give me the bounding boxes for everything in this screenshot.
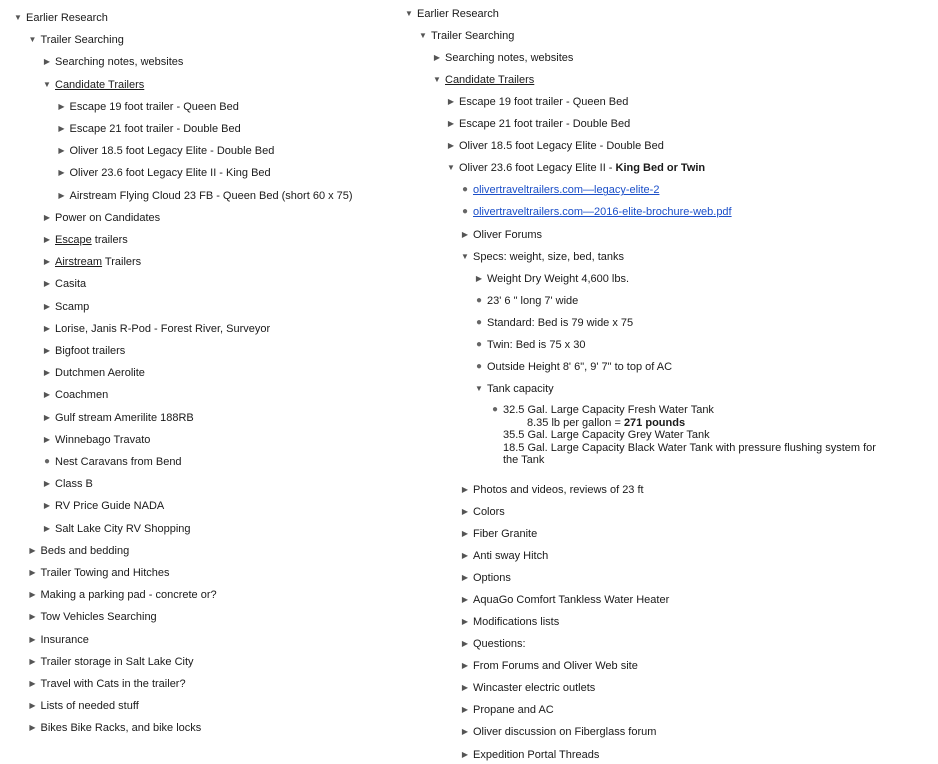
outline-item-label (473, 528, 537, 540)
disclosure-collapsed-icon[interactable]: ▶ (461, 661, 469, 671)
outline-item[interactable] (41, 231, 128, 249)
outline-item-text: Salt Lake City RV Shopping (55, 522, 191, 535)
outline-item-text: Casita (55, 278, 87, 291)
disclosure-collapsed-icon[interactable]: ▶ (29, 723, 36, 733)
outline-item-text: Winnebago Travato (55, 433, 151, 446)
outline-item[interactable] (459, 481, 644, 499)
outline-item[interactable] (41, 453, 182, 471)
outline-item[interactable] (459, 657, 638, 675)
outline-item-text: Gulf stream Amerilite 188RB (55, 411, 194, 424)
disclosure-collapsed-icon[interactable]: ▶ (43, 368, 51, 378)
outline-item[interactable] (473, 270, 629, 288)
outline-item-text: AquaGo Comfort Tankless Water Heater (473, 594, 670, 607)
outline-item-text: RV Price Guide NADA (55, 500, 165, 513)
outline-item-text: olivertraveltrailers.com—2016-elite-brochure-web.pdf (473, 206, 732, 219)
outline-item-text: Standard: Bed is 79 wide x 75 (487, 316, 634, 329)
outline-item[interactable] (56, 164, 271, 182)
disclosure-collapsed-icon[interactable]: ▶ (29, 568, 36, 577)
outline-item-text: Escape (55, 234, 92, 246)
disclosure-expanded-icon[interactable]: ▼ (461, 251, 469, 261)
outline-item-text: Making a parking pad - concrete or? (40, 589, 217, 602)
outline-item-label (55, 323, 270, 335)
outline-item[interactable] (56, 187, 353, 205)
disclosure-collapsed-icon[interactable]: ▶ (461, 229, 469, 239)
outline-item-text: Lorise, Janis R-Pod - Forest River, Surveyor (55, 322, 271, 335)
outline-item-text: Bigfoot trailers (55, 345, 126, 357)
outline-item-text: Escape 19 foot trailer - Queen Bed (69, 100, 239, 113)
outline-item-text: Airstream (55, 256, 103, 269)
outline-item[interactable] (41, 298, 89, 316)
outline-item-text: Bikes Bike Racks, and bike locks (40, 722, 202, 735)
outline-item-label (55, 367, 145, 379)
outline-item[interactable] (459, 591, 669, 609)
outline-item-text: Class B (55, 478, 93, 491)
disclosure-collapsed-icon[interactable]: ▶ (461, 551, 469, 561)
outline-item-label (70, 145, 275, 157)
outline-item-label (473, 638, 526, 650)
outline-item[interactable] (431, 49, 573, 67)
tank-line-weight (503, 417, 876, 430)
outline-item[interactable] (41, 520, 191, 538)
disclosure-expanded-icon[interactable]: ▼ (433, 75, 441, 85)
outline-item-text: Propane and AC (473, 704, 554, 717)
disclosure-expanded-icon[interactable]: ▼ (447, 163, 455, 173)
outline-item-label (473, 726, 656, 738)
outline-item-label (473, 704, 554, 716)
outline-item-text: Fiber Granite (473, 528, 538, 540)
outline-item[interactable] (41, 320, 270, 338)
outline-item[interactable] (41, 475, 93, 493)
bullet-icon: ● (461, 184, 469, 196)
outline-item-text: Nest Caravans from Bend (55, 456, 182, 468)
outline-item[interactable] (41, 76, 144, 94)
tank-weight-bold: 271 pounds (623, 416, 686, 429)
disclosure-collapsed-icon[interactable]: ▶ (447, 97, 455, 107)
outline-item[interactable] (27, 697, 139, 715)
outline-item[interactable] (459, 635, 526, 653)
outline-item-label (55, 301, 89, 313)
outline-item-text: Searching notes, websites (445, 52, 574, 65)
outline-item-text: Weight Dry Weight 4,600 lbs. (487, 272, 630, 285)
disclosure-collapsed-icon[interactable]: ▶ (29, 590, 36, 600)
disclosure-expanded-icon[interactable]: ▼ (405, 9, 413, 18)
outline-item-label (487, 317, 633, 329)
disclosure-expanded-icon[interactable]: ▼ (419, 31, 427, 41)
outline-item-text: Earlier Research (417, 8, 499, 20)
outline-item-text: Expedition Portal Threads (473, 748, 600, 761)
disclosure-collapsed-icon[interactable]: ▶ (43, 57, 51, 67)
outline-item[interactable] (27, 631, 89, 649)
outline-item[interactable] (473, 292, 578, 310)
outline-item-text: Modifications lists (473, 616, 560, 629)
disclosure-collapsed-icon[interactable]: ▶ (461, 484, 469, 494)
outline-item-label (487, 383, 554, 395)
outline-item[interactable] (445, 93, 628, 111)
outline-item-text: Options (473, 572, 511, 585)
bullet-icon: ● (461, 206, 469, 218)
outline-item-text: Questions: (473, 638, 526, 651)
outline-item[interactable] (445, 137, 664, 155)
outline-item-text: olivertraveltrailers.com—legacy-elite-2 (473, 184, 660, 197)
outline-item-text: Anti sway Hitch (473, 550, 549, 563)
disclosure-collapsed-icon[interactable]: ▶ (447, 119, 455, 129)
disclosure-collapsed-icon[interactable]: ▶ (58, 146, 65, 156)
outline-item-text: Candidate Trailers (55, 78, 145, 91)
outline-item[interactable] (27, 31, 124, 49)
outline-item-suffix: trailers (91, 234, 128, 246)
outline-item-text: Oliver discussion on Fiberglass forum (473, 726, 657, 739)
disclosure-collapsed-icon[interactable]: ▶ (461, 749, 469, 759)
outline-item[interactable] (459, 181, 659, 199)
outline-item-text: Trailer storage in Salt Lake City (40, 655, 194, 668)
outline-item[interactable] (41, 386, 108, 404)
outline-item[interactable] (473, 380, 554, 398)
outline-item-text: Oliver Forums (473, 228, 543, 241)
outline-item-label (473, 682, 595, 694)
disclosure-collapsed-icon[interactable]: ▶ (58, 101, 65, 111)
disclosure-collapsed-icon[interactable]: ▶ (43, 523, 51, 533)
outline-item[interactable] (431, 71, 534, 89)
outline-item-label (55, 345, 125, 357)
outline-item-suffix: Trailers (102, 256, 142, 269)
outline-item[interactable] (445, 115, 630, 133)
outline-item[interactable] (41, 342, 125, 360)
outline-item-text: Insurance (40, 633, 89, 646)
outline-item-label (445, 74, 534, 86)
outline-item[interactable] (459, 503, 505, 521)
outline-item[interactable] (41, 209, 160, 227)
disclosure-collapsed-icon[interactable]: ▶ (43, 412, 51, 422)
outline-item-label (55, 456, 182, 468)
outline-item-text: Twin: Bed is 75 x 30 (487, 338, 586, 351)
disclosure-collapsed-icon[interactable]: ▶ (58, 168, 65, 178)
disclosure-expanded-icon[interactable]: ▼ (43, 79, 51, 89)
outline-item[interactable] (459, 701, 554, 719)
disclosure-collapsed-icon[interactable]: ▶ (58, 124, 65, 133)
outline-item-text: 23' 6 " long 7' wide (487, 294, 579, 307)
outline-item[interactable] (459, 226, 542, 244)
outline-item-label (459, 118, 630, 130)
outline-item-label (41, 589, 217, 601)
outline-item[interactable] (41, 431, 150, 449)
outline-item-label (459, 162, 705, 174)
disclosure-collapsed-icon[interactable]: ▶ (461, 617, 469, 627)
outline-item-label (55, 523, 191, 535)
disclosure-collapsed-icon[interactable]: ▶ (29, 634, 36, 644)
disclosure-collapsed-icon[interactable]: ▶ (461, 506, 469, 516)
disclosure-collapsed-icon[interactable]: ▶ (29, 701, 36, 711)
outline-item-text: Specs: weight, size, bed, tanks (473, 250, 625, 263)
outline-item-text: Trailer Searching (40, 34, 124, 47)
tank-line-grey: 35.5 Gal. Large Capacity Grey Water Tank (503, 429, 710, 441)
bullet-icon: ● (475, 294, 483, 306)
outline-item-text: Tank capacity (487, 382, 554, 395)
tank-line-black-cont: the Tank (503, 454, 545, 466)
outline-item[interactable] (41, 497, 164, 515)
outline-item[interactable] (473, 358, 672, 376)
outline-item-label (473, 229, 542, 241)
outline-item[interactable] (417, 27, 514, 45)
outline-item-text: Lists of needed stuff (40, 700, 139, 713)
disclosure-collapsed-icon[interactable]: ▶ (461, 683, 469, 693)
outline-item-label (417, 8, 499, 20)
outline-item-label (55, 256, 141, 268)
outline-item-text: Oliver 23.6 foot Legacy Elite II - (459, 162, 616, 175)
outline-item-text: Oliver 18.5 foot Legacy Elite - Double Bed (69, 145, 275, 158)
outline-link[interactable] (473, 184, 659, 196)
outline-item[interactable] (27, 653, 194, 671)
outline-item-text: Beds and bedding (40, 544, 130, 557)
outline-item-label (41, 611, 157, 623)
outline-item-text: Escape 21 foot trailer - Double Bed (69, 123, 241, 135)
outline-item[interactable] (27, 542, 130, 560)
bullet-icon: ● (475, 360, 483, 372)
outline-item-text: Oliver 23.6 foot Legacy Elite II - King Bed (69, 167, 271, 180)
outline-item-label (459, 140, 664, 152)
outline-item-text: Travel with Cats in the trailer? (40, 678, 186, 690)
outline-item-text: Outside Height 8' 6", 9' 7" to top of AC (487, 360, 673, 373)
outline-item[interactable] (27, 675, 186, 693)
outline-item-text: Searching notes, websites (55, 56, 184, 69)
outline-item-text: Earlier Research (26, 12, 108, 24)
outline-item-text: Escape 19 foot trailer - Queen Bed (459, 96, 629, 109)
bullet-icon: ● (475, 316, 483, 328)
outline-item-label (487, 339, 585, 351)
disclosure-collapsed-icon[interactable]: ▶ (461, 727, 469, 737)
outline-item-label (55, 212, 160, 224)
outline-item-label (70, 167, 271, 179)
outline-item-label (473, 660, 638, 672)
disclosure-collapsed-icon[interactable]: ▶ (461, 595, 469, 605)
outline-item[interactable] (27, 608, 157, 626)
outline-item-label (473, 506, 505, 518)
outline-item-label (26, 12, 108, 24)
disclosure-collapsed-icon[interactable]: ▶ (43, 257, 51, 267)
disclosure-collapsed-icon[interactable]: ▶ (43, 301, 51, 311)
outline-item-text: Trailer Searching (431, 30, 515, 43)
outline-item[interactable] (459, 723, 656, 741)
outline-item-label (473, 616, 559, 628)
outline-item-text: Airstream Flying Cloud 23 FB - Queen Bed (short 60 x 75) (69, 189, 353, 202)
outline-item-label (41, 567, 170, 579)
disclosure-collapsed-icon[interactable]: ▶ (43, 479, 51, 489)
outline-item-label (431, 30, 514, 42)
outline-item-text: Tow Vehicles Searching (40, 611, 157, 624)
disclosure-collapsed-icon[interactable]: ▶ (43, 323, 51, 333)
outline-item[interactable] (41, 364, 145, 382)
outline-link[interactable] (473, 206, 732, 218)
disclosure-collapsed-icon[interactable]: ▶ (475, 273, 483, 283)
outline-item-label (55, 412, 194, 424)
disclosure-collapsed-icon[interactable]: ▶ (43, 434, 51, 444)
outline-item-label (55, 389, 108, 401)
outline-item[interactable] (445, 159, 705, 177)
bullet-icon: ● (43, 456, 51, 467)
outline-item-label (55, 434, 150, 446)
outline-item[interactable] (459, 203, 732, 221)
outline-item-label (459, 96, 628, 108)
outline-item[interactable] (459, 547, 548, 565)
outline-item-text: Trailer Towing and Hitches (40, 567, 170, 579)
outline-item[interactable] (459, 569, 511, 587)
disclosure-collapsed-icon[interactable]: ▶ (43, 346, 51, 355)
disclosure-collapsed-icon[interactable]: ▶ (29, 679, 36, 688)
outline-item[interactable] (41, 409, 194, 427)
outline-item[interactable] (56, 120, 241, 138)
tank-weight-text: 8.35 lb per gallon = (527, 416, 624, 429)
disclosure-collapsed-icon[interactable]: ▶ (461, 705, 469, 715)
outline-item-text: Colors (473, 505, 505, 518)
disclosure-collapsed-icon[interactable]: ▶ (29, 612, 36, 622)
outline-item[interactable] (403, 5, 499, 23)
outline-item-label (41, 678, 186, 690)
outline-item-label (473, 550, 548, 562)
disclosure-collapsed-icon[interactable]: ▶ (29, 545, 36, 555)
outline-item-label (55, 79, 144, 91)
outline-item-text: Candidate Trailers (445, 74, 535, 87)
outline-item[interactable] (459, 746, 599, 764)
disclosure-collapsed-icon[interactable]: ▶ (43, 501, 51, 511)
outline-item-text: Photos and videos, reviews of 23 ft (473, 483, 644, 496)
outline-item-label (55, 234, 128, 246)
outline-item[interactable] (27, 586, 217, 604)
outline-item[interactable] (473, 314, 633, 332)
outline-item-label (70, 123, 241, 135)
disclosure-collapsed-icon[interactable]: ▶ (43, 279, 51, 289)
disclosure-collapsed-icon[interactable]: ▶ (43, 212, 51, 222)
outline-item-label (445, 52, 573, 64)
outline-item-label (41, 545, 130, 557)
outline-item-text: Coachmen (55, 389, 109, 402)
outline-item[interactable] (41, 275, 86, 293)
tank-line-fresh: 32.5 Gal. Large Capacity Fresh Water Tank (503, 404, 714, 416)
outline-item-label (55, 278, 86, 290)
disclosure-collapsed-icon[interactable]: ▶ (433, 53, 441, 63)
outline-item-label (487, 361, 672, 373)
bullet-icon: ● (475, 338, 483, 350)
outline-item-bold-suffix: King Bed or Twin (615, 162, 706, 175)
outline-item[interactable] (459, 613, 559, 631)
disclosure-collapsed-icon[interactable]: ▶ (461, 529, 469, 538)
outline-item-label (487, 273, 629, 285)
outline-item-label (473, 572, 511, 584)
outline-item[interactable] (12, 9, 108, 27)
outline-item[interactable] (459, 248, 624, 266)
disclosure-collapsed-icon[interactable]: ▶ (58, 190, 65, 200)
outline-item-label (473, 251, 624, 263)
bullet-icon: ● (491, 404, 499, 415)
disclosure-expanded-icon[interactable]: ▼ (28, 35, 37, 45)
outline-item[interactable] (56, 142, 275, 160)
outline-item-label (41, 722, 202, 734)
outline-item[interactable] (41, 253, 141, 271)
outline-item-label (41, 634, 89, 646)
outline-item-text: Escape 21 foot trailer - Double Bed (459, 118, 631, 131)
tank-capacity-notes (491, 404, 876, 467)
disclosure-expanded-icon[interactable]: ▼ (475, 383, 483, 393)
outline-item-text: Dutchmen Aerolite (55, 367, 145, 380)
outline-item[interactable] (459, 525, 537, 543)
tank-line-black: 18.5 Gal. Large Capacity Black Water Tank with pressure flushing system for (503, 441, 876, 454)
outline-item-label (70, 190, 353, 202)
outline-item-label (55, 56, 183, 68)
outline-item[interactable] (41, 53, 183, 71)
outline-item-text: Power on Candidates (55, 211, 161, 224)
outline-item-text: Scamp (55, 300, 90, 313)
outline-item-label (473, 594, 669, 606)
outline-item[interactable] (27, 719, 202, 737)
disclosure-collapsed-icon[interactable]: ▶ (461, 573, 469, 583)
outline-item-text: Oliver 18.5 foot Legacy Elite - Double Bed (459, 140, 664, 153)
outline-item-label (55, 478, 93, 490)
disclosure-collapsed-icon[interactable]: ▶ (29, 656, 36, 666)
disclosure-collapsed-icon[interactable]: ▶ (43, 390, 51, 400)
outline-item-label (473, 484, 644, 496)
outline-item[interactable] (459, 679, 595, 697)
outline-item-label (487, 295, 578, 307)
outline-item-label (55, 500, 164, 512)
outline-item-label (41, 700, 139, 712)
outline-item-label (70, 101, 239, 113)
disclosure-collapsed-icon[interactable]: ▶ (461, 639, 469, 649)
outline-item-label (473, 749, 599, 761)
outline-item[interactable] (27, 564, 170, 582)
outline-item[interactable] (473, 336, 585, 354)
disclosure-collapsed-icon[interactable]: ▶ (447, 141, 455, 151)
outline-item-label (41, 656, 194, 668)
disclosure-collapsed-icon[interactable]: ▶ (43, 235, 51, 244)
outline-item[interactable] (56, 98, 239, 116)
outline-item-label (41, 34, 124, 46)
outline-item-text: Wincaster electric outlets (473, 682, 596, 695)
disclosure-expanded-icon[interactable]: ▼ (14, 13, 22, 22)
outline-item-text: From Forums and Oliver Web site (473, 660, 638, 673)
